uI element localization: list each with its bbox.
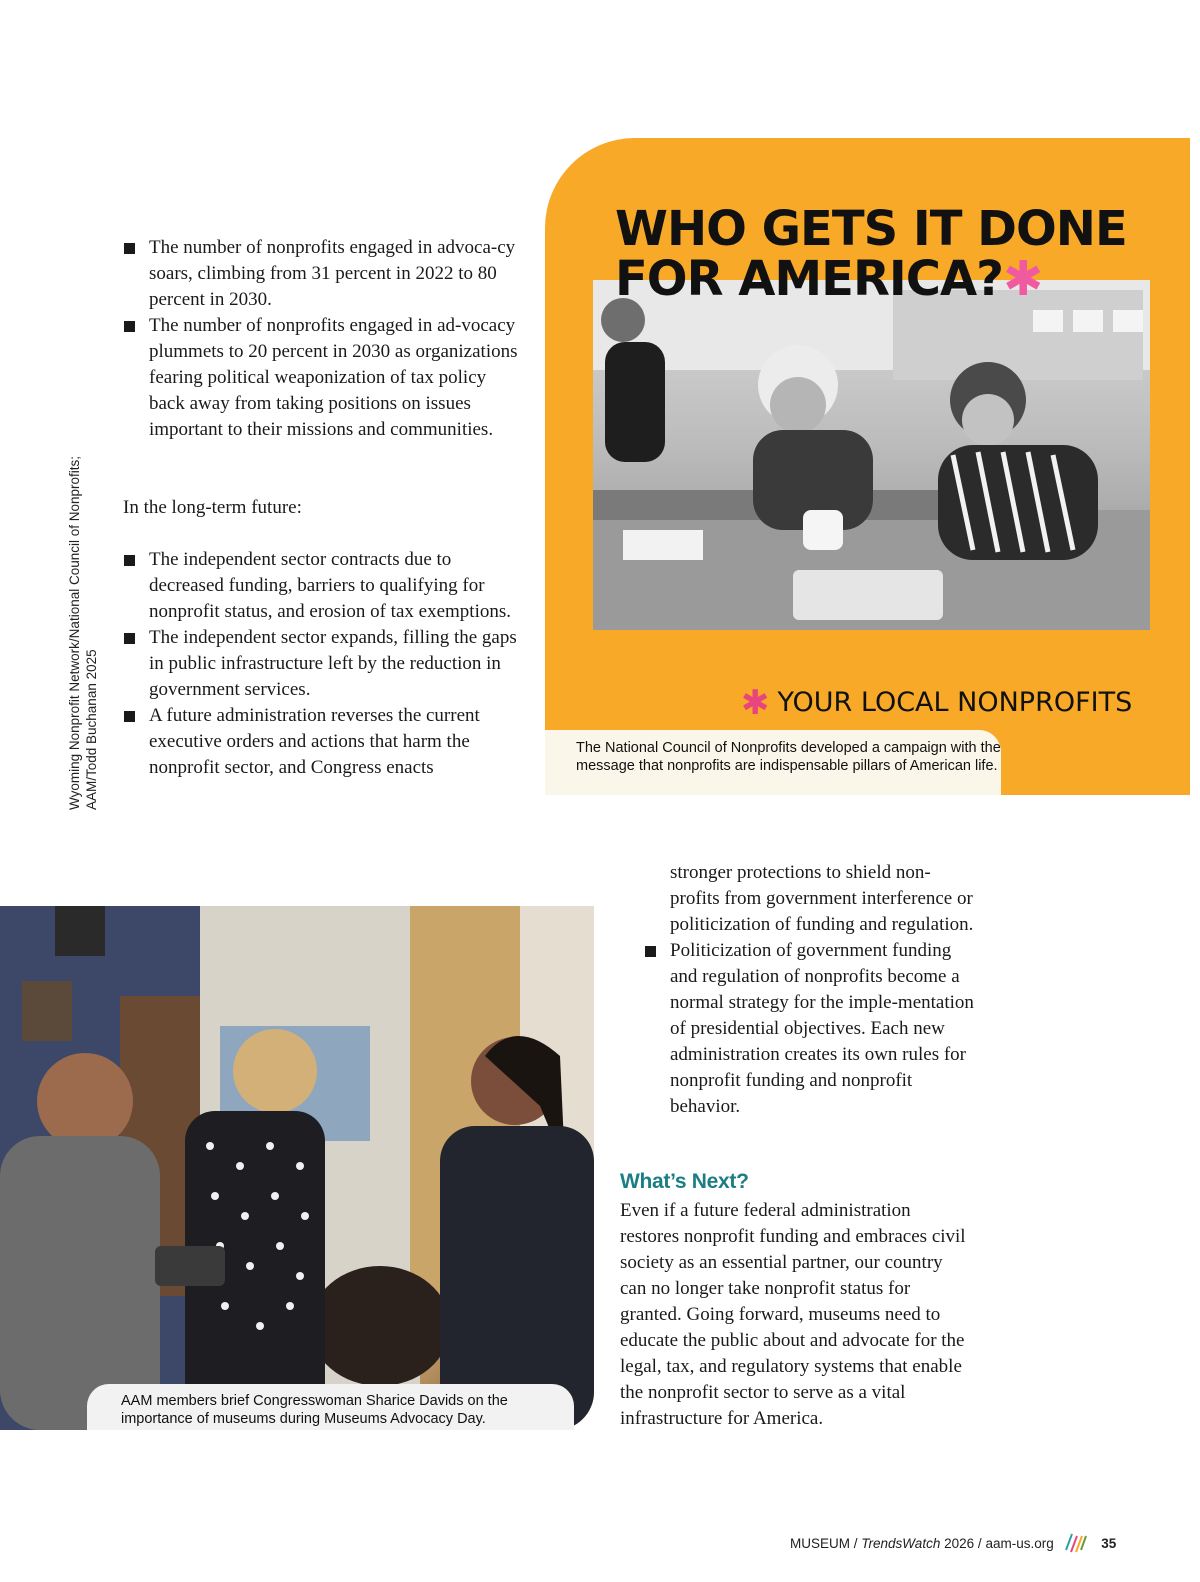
list-item: Politicization of government funding and regulation of nonprofits become a normal strategy for the imple-mentation of presidential objectives. Each new administration creates its own rules for nonprofit funding and nonprofit behavior. [644,938,974,1120]
continued-bullet-text: stronger protections to shield non-profits from government interference or politicization of funding and regulation. [670,862,974,935]
right-column-top [644,860,974,1120]
list-item: The number of nonprofits engaged in advoca-cy soars, climbing from 31 percent in 2022 to 80 percent in 2030. [123,235,518,313]
footer-separator: / [853,1536,858,1551]
page-footer [790,1530,1150,1550]
list-item: The independent sector expands, filling the gaps in public infrastructure left by the reduction in government services. [123,625,518,703]
bullet-list-long-term [123,547,518,781]
poster-tagline: ✱ YOUR LOCAL NONPROFITS [741,683,1133,723]
poster-photo-illustration [593,280,1150,630]
long-term-intro: In the long-term future: [123,497,302,518]
poster-title-line-1: WHO GETS IT DONE [615,201,1127,257]
poster-title [615,201,1175,307]
list-item: A future administration reverses the current executive orders and actions that harm the nonprofit sector, and Congress enacts [123,703,518,781]
footer-year: 2026 [944,1536,975,1551]
poster-caption: The National Council of Nonprofits developed a campaign with the message that nonprofits are indispensable pillars of American life. [545,730,1001,795]
list-item: The number of nonprofits engaged in ad-vocacy plummets to 20 percent in 2030 as organizations fearing political weaponization of tax policy back away from taking positions on issues important to their missions and communities. [123,313,518,443]
footer-separator: / [977,1536,982,1551]
asterisk-icon: ✱ [741,683,770,723]
footer-site-link[interactable]: aam-us.org [985,1536,1054,1551]
photo-credit-line-2: AAM/Todd Buchanan 2025 [84,649,99,810]
bullet-list-continued [644,938,974,1120]
advocacy-day-caption: AAM members brief Congresswoman Sharice Davids on the importance of museums during Museums Advocacy Day. [87,1384,574,1430]
campaign-poster [545,138,1190,795]
bullet-list-near-term [123,235,518,443]
left-column-top [123,235,518,443]
advocacy-day-photo [0,906,594,1430]
list-item: The independent sector contracts due to decreased funding, barriers to qualifying for nonprofit status, and erosion of tax exemptions. [123,547,518,625]
photo-credit-line-1: Wyoming Nonprofit Network/National Council of Nonprofits; [67,455,82,810]
poster-title-line-2: FOR AMERICA?✱ [615,251,1043,307]
footer-magazine: MUSEUM [790,1536,850,1551]
poster-photo [593,280,1150,630]
footer-series: TrendsWatch [861,1536,941,1551]
left-column-long-term [123,495,518,781]
whats-next-body: Even if a future federal administration restores nonprofit funding and embraces civil society as an essential partner, our country can no longer take nonprofit status for granted. Going forward, museums need to educate the public about and advocate for the legal, tax, and regulatory systems that enable the nonprofit sector to serve as a vital infrastructure for America. [620,1200,966,1429]
photo-credit [66,430,100,810]
page-number: 35 [1101,1536,1117,1551]
section-heading-whats-next: What’s Next? [620,1170,749,1193]
advocacy-day-photo-illustration [0,906,594,1430]
aam-logo-icon [1063,1530,1087,1557]
asterisk-icon: ✱ [1003,251,1043,307]
